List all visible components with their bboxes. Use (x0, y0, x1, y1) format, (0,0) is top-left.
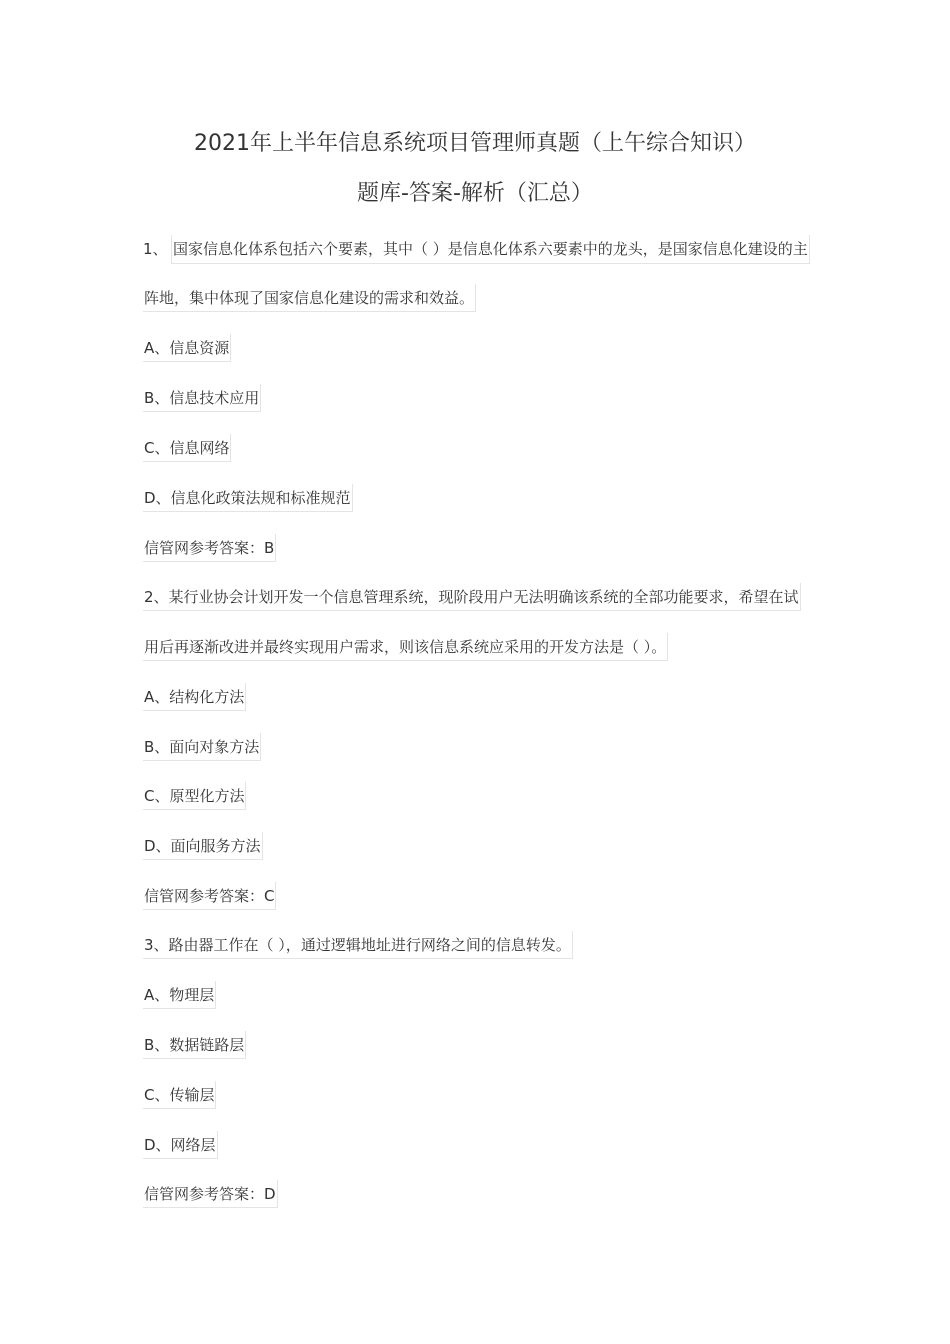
question-3-answer: 信管网参考答案：D (143, 1180, 278, 1208)
question-2-option-d: D、面向服务方法 (143, 832, 263, 860)
question-2-stem-line2: 用后再逐渐改进并最终实现用户需求，则该信息系统应采用的开发方法是（ ）。 (143, 633, 668, 661)
document-title-line2: 题库-答案-解析（汇总） (357, 181, 593, 206)
document-title-line1: 2021年上半年信息系统项目管理师真题（上午综合知识） (194, 131, 756, 156)
question-1-option-b: B、信息技术应用 (143, 384, 261, 412)
question-1-stem-line2: 阵地，集中体现了国家信息化建设的需求和效益。 (143, 284, 476, 312)
question-1-stem-line1 (143, 235, 810, 263)
question-2-answer: 信管网参考答案：C (143, 882, 276, 910)
question-1-option-d: D、信息化政策法规和标准规范 (143, 484, 353, 512)
question-2-option-a: A、结构化方法 (143, 683, 246, 711)
question-1-answer: 信管网参考答案：B (143, 534, 276, 562)
question-2-stem-line1: 2、某行业协会计划开发一个信息管理系统，现阶段用户无法明确该系统的全部功能要求，希望在试 (143, 583, 801, 611)
question-3-option-b: B、数据链路层 (143, 1031, 246, 1059)
question-1-option-a: A、信息资源 (143, 334, 231, 362)
question-3-option-c: C、传输层 (143, 1081, 216, 1109)
question-3-stem-line1: 3、路由器工作在（ ），通过逻辑地址进行网络之间的信息转发。 (143, 931, 573, 959)
question-2-option-c: C、原型化方法 (143, 782, 246, 810)
question-3-option-a: A、物理层 (143, 981, 216, 1009)
question-1-option-c: C、信息网络 (143, 434, 231, 462)
question-2-option-b: B、面向对象方法 (143, 733, 261, 761)
question-1-stem-text: 国家信息化体系包括六个要素，其中（ ）是信息化体系六要素中的龙头，是国家信息化建设的主 (171, 235, 810, 264)
question-1-number: 1、 (143, 240, 168, 258)
question-3-option-d: D、网络层 (143, 1131, 218, 1159)
